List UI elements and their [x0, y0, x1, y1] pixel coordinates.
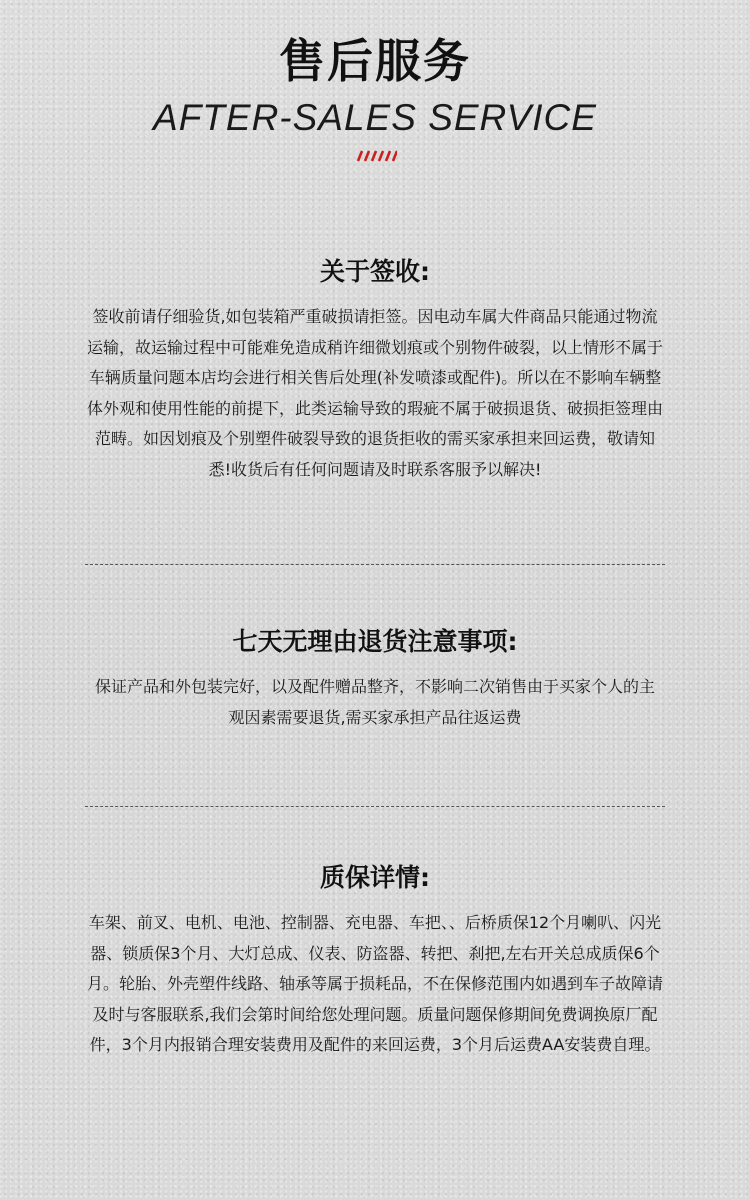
- section-warranty: [75, 860, 675, 1061]
- slash-decoration: [0, 150, 750, 164]
- page-header: [0, 30, 750, 164]
- section-signing: [75, 254, 675, 485]
- section-title: 质保详情:: [320, 863, 430, 892]
- section-title: 七天无理由退货注意事项:: [232, 627, 518, 656]
- page-title: 售后服务: [279, 34, 471, 88]
- red-slashes-icon: [353, 150, 397, 162]
- section-seven-day-return: [75, 624, 675, 733]
- section-body: 签收前请仔细验货,如包装箱严重破损请拒签。因电动车属大件商品只能通过物流运输，故运输过程中可能难免造成稍许细微划痕或个别物件破裂，以上情形不属于车辆质量问题本店均会进行相关售后处理(补发喷漆或配件)。所以在不影响车辆整体外观和使用性能的前提下，此类运输导致的瑕疵不属于破损退货、破损拒签理由范畴。如因划痕及个别塑件破裂导致的退货拒收的需买家承担来回运费，敬请知悉!收货后有任何问题请及时联系客服予以解决!: [86, 307, 663, 479]
- page-subtitle-en: AFTER-SALES SERVICE: [153, 97, 597, 138]
- section-body: 保证产品和外包装完好，以及配件赠品整齐，不影响二次销售由于买家个人的主观因素需要退货,需买家承担产品往返运费: [94, 677, 655, 727]
- section-divider: [85, 806, 665, 807]
- section-body: 车架、前叉、电机、电池、控制器、充电器、车把、、后桥质保12个月喇叭、闪光器、锁质保3个月、大灯总成、仪表、防盗器、转把、刹把,左右开关总成质保6个月。轮胎、外壳塑件线路、轴承等属于损耗品，不在保修范围内如遇到车子故障请及时与客服联系,我们会第时间给您处理问题。质量问题保修期间免费调换原厂配件，3个月内报销合理安装费用及配件的来回运费，3个月后运费AA安装费自理。: [86, 913, 663, 1054]
- section-title: 关于签收:: [320, 257, 430, 286]
- section-divider: [85, 564, 665, 565]
